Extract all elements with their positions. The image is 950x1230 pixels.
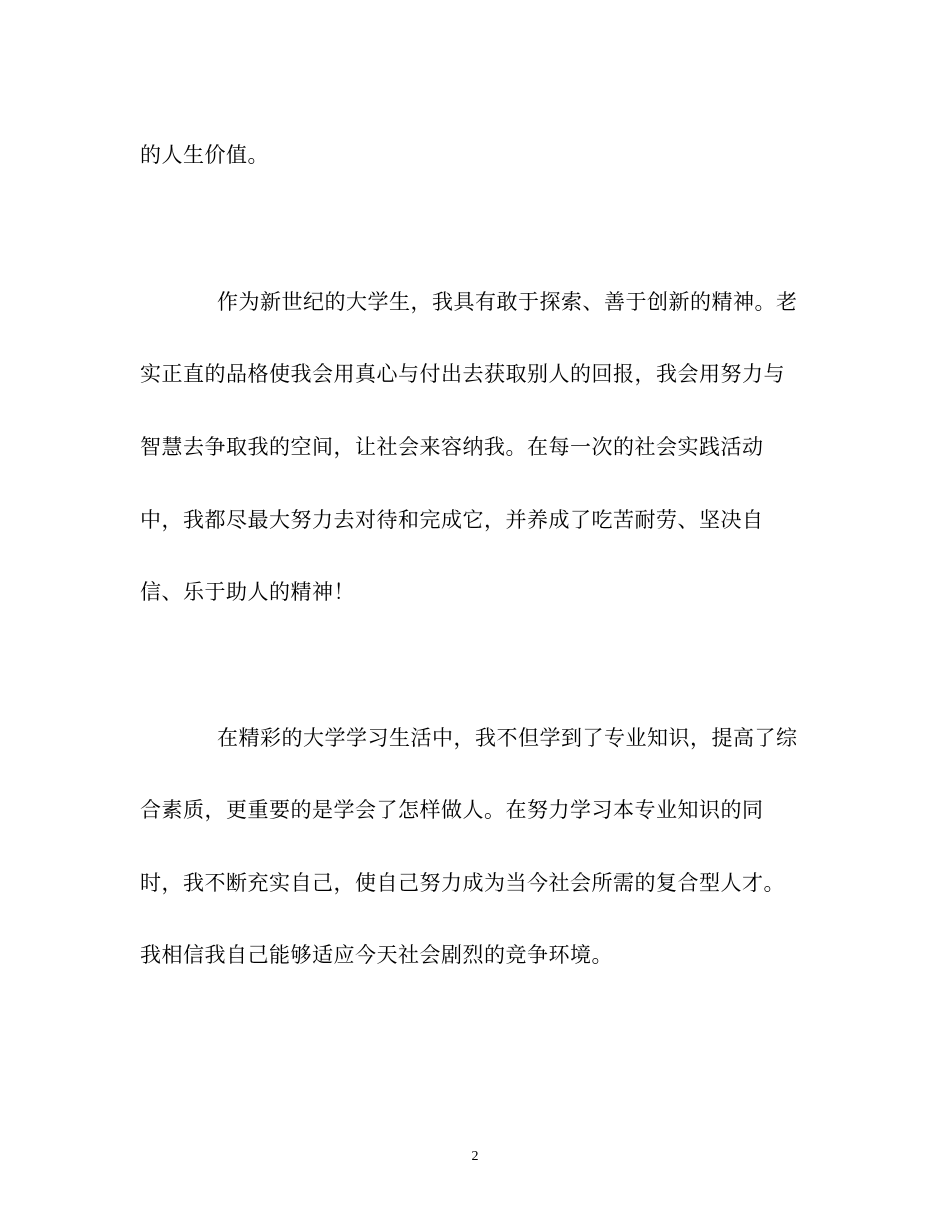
text-line: 实正直的品格使我会用真心与付出去获取别人的回报，我会用努力与 bbox=[140, 362, 785, 386]
text-line: 信、乐于助人的精神！ bbox=[140, 580, 355, 604]
paragraph-first-line: 在精彩的大学学习生活中，我不但学到了专业知识，提高了综 bbox=[217, 726, 798, 750]
text-line: 中，我都尽最大努力去对待和完成它，并养成了吃苦耐劳、坚决自 bbox=[140, 508, 764, 532]
text-line: 智慧去争取我的空间，让社会来容纳我。在每一次的社会实践活动 bbox=[140, 435, 764, 459]
paragraph-first-line: 作为新世纪的大学生，我具有敢于探索、善于创新的精神。老 bbox=[217, 290, 798, 314]
text-line: 我相信我自己能够适应今天社会剧烈的竞争环境。 bbox=[140, 943, 613, 967]
text-line: 合素质，更重要的是学会了怎样做人。在努力学习本专业知识的同 bbox=[140, 798, 764, 822]
text-line: 时，我不断充实自己，使自己努力成为当今社会所需的复合型人才。 bbox=[140, 871, 785, 895]
text-line: 的人生价值。 bbox=[140, 143, 269, 167]
page-number: 2 bbox=[471, 1149, 479, 1164]
